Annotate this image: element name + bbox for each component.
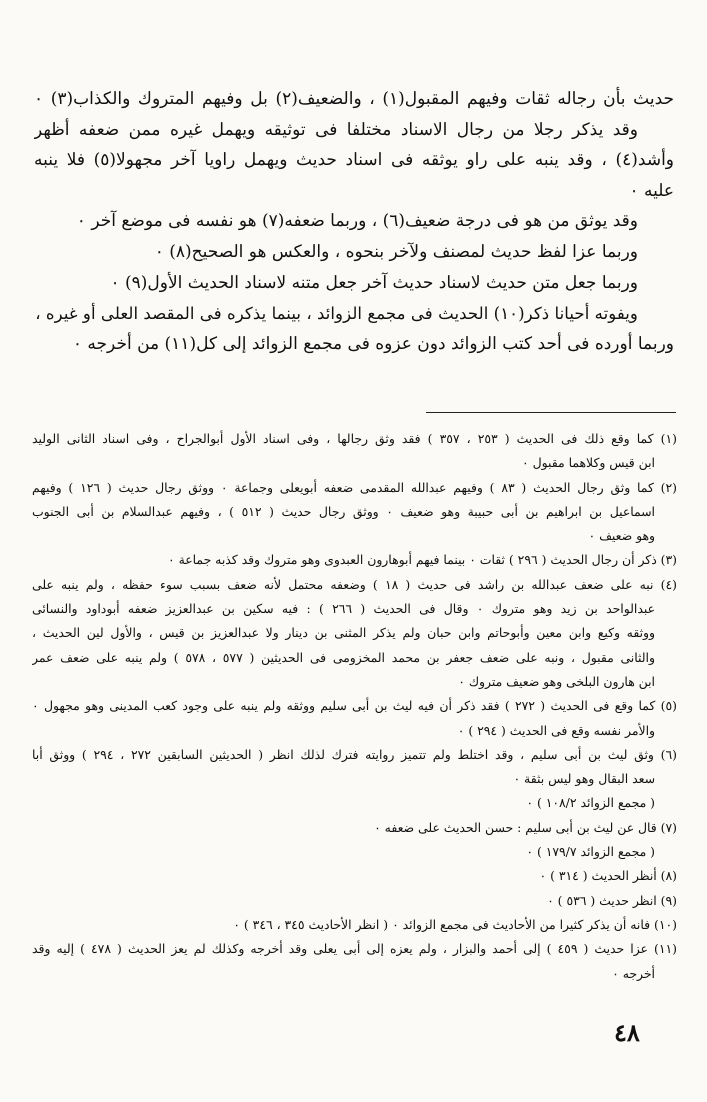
footnote-line: (٥) كما وقع فى الحديث ( ٢٧٢ ) فقد ذكر أن فيه ليث بن أبى سليم ووثقه ولم ينبه على وجود كعب المدينى وهو مجهول ٠	[32, 698, 677, 714]
footnote-line: (٧) قال عن ليث بن أبى سليم : حسن الحديث على ضعفه ٠	[374, 819, 677, 835]
footnote-line: عبدالواحد بن زيد وهو متروك ٠ وقال فى الحديث ( ٢٦٦ ) : فيه سكين بن عبدالعزيز ضعفه أبوداود والنسائى	[32, 601, 655, 617]
footnote-line: اسماعيل بن ابراهيم بن أبى حبيبة وهو ضعيف ٠ ووثق رجال حديث ( ٥١٢ ) ، وفيهم عبدالسلام بن أبى الجنوب	[32, 503, 655, 519]
footnote-line: والثانى مقبول ، ونبه على ضعف جعفر بن محمد المخزومى فى الحديثين ( ٥٧٧ ، ٥٧٨ ) ولم ينبه على ضعف عمر	[32, 649, 655, 665]
footnote-line: (٩) انظر حديث ( ٥٣٦ ) ٠	[547, 892, 677, 908]
footnote-line: (٢) كما وثق رجال الحديث ( ٨٣ ) وفيهم عبدالله المقدمى ضعفه أبويعلى وجماعة ٠ ووثق رجال حديث ( ١٢٦ ) وفيهم	[32, 479, 677, 495]
footnote-line: ( مجمع الزوائد ١٠٨/٢ ) ٠	[526, 795, 655, 811]
footnote-line: (١٠) فانه أن يذكر كثيرا من الأحاديث فى مجمع الزوائد ٠ ( انظر الأحاديث ٣٤٥ ، ٣٤٦ ) ٠	[233, 916, 677, 932]
footnote-separator	[426, 412, 676, 413]
main-line: ويفوته أحيانا ذكر(١٠) الحديث فى مجمع الزوائد ، بينما يذكره فى المقصد العلى أو غيره ،	[35, 303, 638, 324]
main-line: حديث بأن رجاله ثقات وفيهم المقبول(١) ، والضعيف(٢) بل وفيهم المتروك والكذاب(٣) ٠	[34, 89, 674, 109]
main-line: وربما جعل متن حديث لاسناد حديث آخر جعل متنه لاسناد الحديث الأول(٩) ٠	[110, 272, 638, 293]
page-number: ٤٨	[614, 1018, 640, 1047]
footnote-line: (٣) ذكر أن رجال الحديث ( ٢٩٦ ) ثقات ٠ بينما فيهم أبوهارون العبدوى وهو متروك وقد كذبه جماعة ٠	[168, 552, 677, 568]
main-line: وقد يوثق من هو فى درجة ضعيف(٦) ، وربما ضعفه(٧) هو نفسه فى موضع آخر ٠	[76, 211, 638, 232]
footnote-line: سعد البقال وهو ليس بثقة ٠	[513, 771, 655, 787]
main-text	[34, 84, 674, 359]
footnote-line: (٤) نبه على ضعف عبدالله بن راشد فى حديث ( ١٨ ) وضعفه محتمل لأنه ضعف بسبب سوء حفظه ، ولم ينبه على	[32, 576, 677, 592]
footnote-line: ابن هارون البلخى وهو ضعيف متروك ٠	[458, 673, 655, 689]
main-line: وأشد(٤) ، وقد ينبه على راو يوثقه فى اسناد حديث ويهمل راويا آخر مجهولا(٥) فلا ينبه	[34, 150, 674, 171]
footnote-line: (٦) وثق ليث بن أبى سليم ، وقد اختلط ولم تتميز روايته فترك لذلك انظر ( الحديثين السابقين ٢٧٢ ، ٢٩٤ ) ووثق أبا	[32, 746, 677, 762]
main-line: وربما عزا لفظ حديث لمصنف ولآخر بنحوه ، والعكس هو الصحيح(٨) ٠	[154, 241, 638, 262]
main-line: عليه ٠	[629, 180, 674, 201]
footnote-line: (٨) أنظر الحديث ( ٣١٤ ) ٠	[539, 868, 677, 884]
footnote-line: ابن قيس وكلاهما مقبول ٠	[522, 455, 655, 471]
footnotes	[32, 427, 677, 986]
footnote-line: وهو ضعيف ٠	[588, 528, 655, 544]
footnote-line: ووثقه وكيع وابن معين وأبوحاتم وابن حبان ولم يذكر المثنى بن دينار ولا عبدالعزيز بن قيس ، والأول لين الحديث ،	[32, 625, 655, 641]
footnote-line: أخرجه ٠	[612, 965, 655, 981]
footnote-line: والأمر نفسه وقع فى الحديث ( ٢٩٤ ) ٠	[457, 722, 655, 738]
footnote-line: (١١) عزا حديث ( ٤٥٩ ) إلى أحمد والبزار ، ولم يعزه إلى أبى يعلى وقد أخرجه وكذلك لم يعز الحديث ( ٤٧٨ ) إليه وقد	[32, 941, 677, 957]
footnote-line: ( مجمع الزوائد ١٧٩/٧ ) ٠	[526, 844, 655, 860]
main-line: وقد يذكر رجلا من رجال الاسناد مختلفا فى توثيقه ويهمل غيره ممن ضعفه أظهر	[34, 119, 638, 140]
main-line: وربما أورده فى أحد كتب الزوائد دون عزوه فى مجمع الزوائد إلى كل(١١) من أخرجه ٠	[72, 333, 674, 354]
footnote-line: (١) كما وقع ذلك فى الحديث ( ٢٥٣ ، ٣٥٧ ) فقد وثق رجالها ، وفى اسناد الأول أبوالجراح ، وفى اسناد الثانى الوليد	[32, 431, 677, 446]
